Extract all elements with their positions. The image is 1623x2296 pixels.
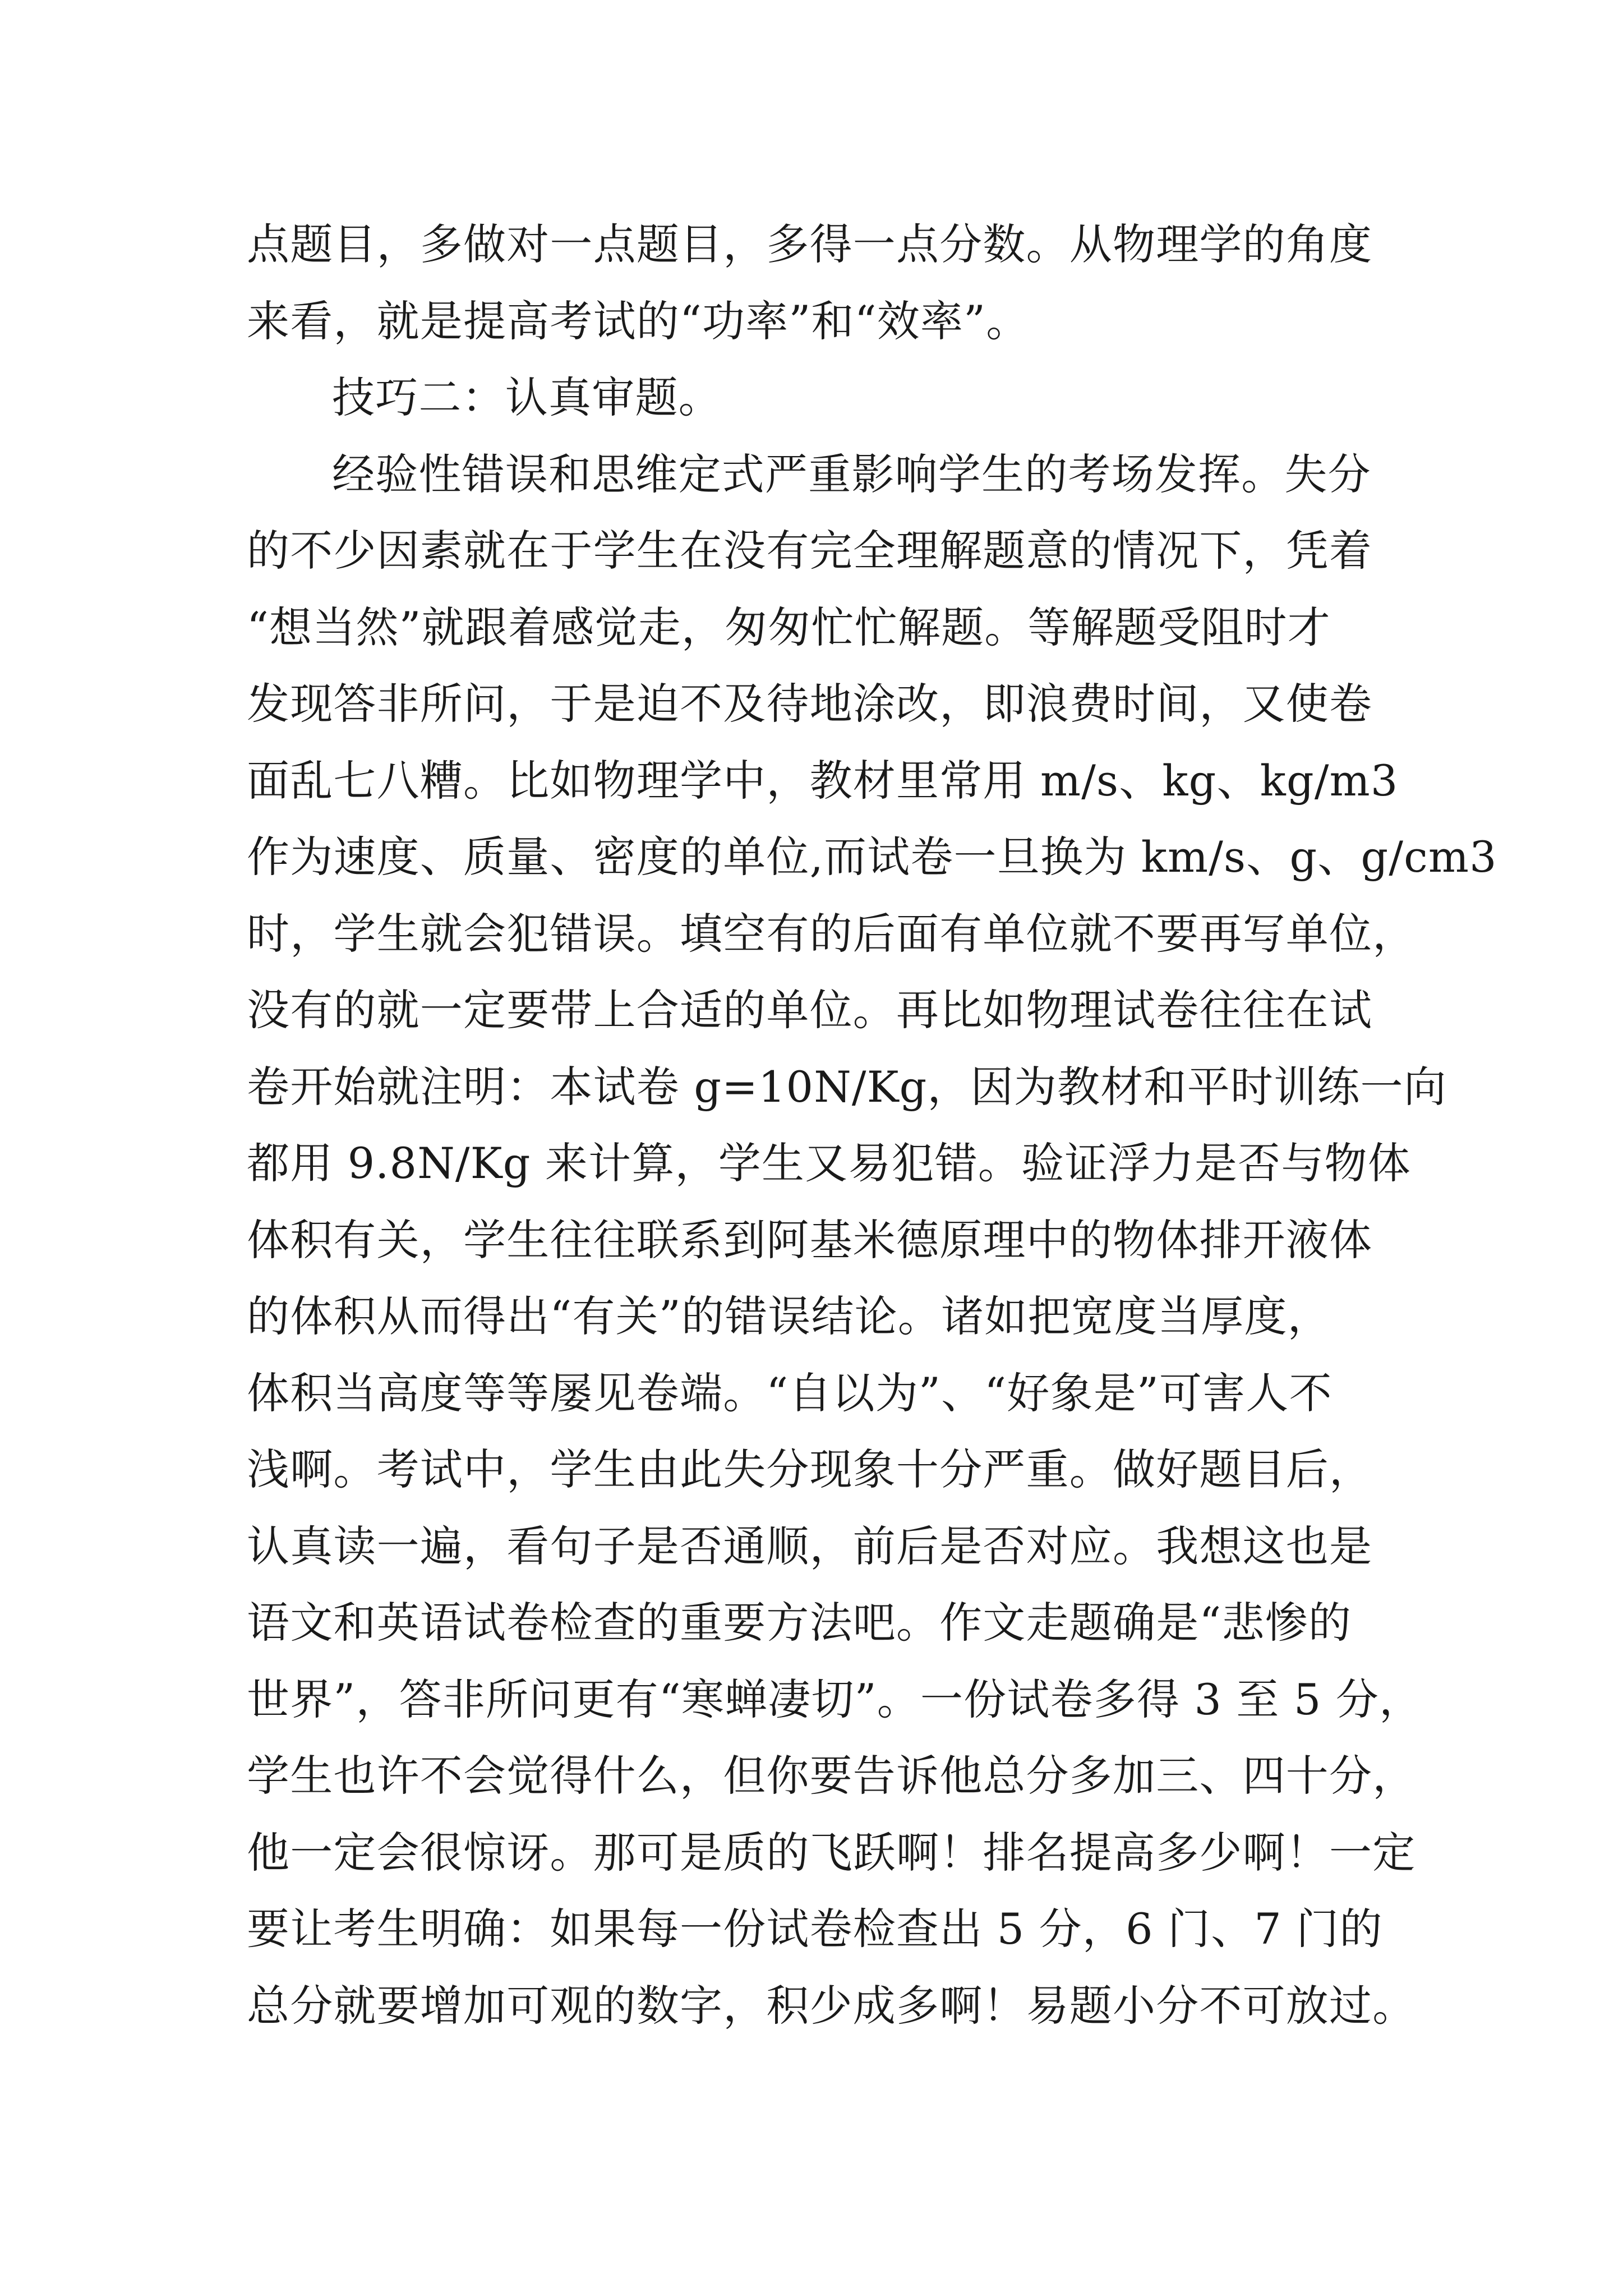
text-line: 认真读一遍，看句子是否通顺，前后是否对应。我想这也是 <box>247 1521 1373 1571</box>
text-line: 语文和英语试卷检查的重要方法吧。作文走题确是“悲惨的 <box>247 1598 1352 1648</box>
text-line: 的不少因素就在于学生在没有完全理解题意的情况下，凭着 <box>247 526 1373 576</box>
body-text <box>247 206 1497 2044</box>
text-line: 要让考生明确：如果每一份试卷检查出 5 分，6 门、7 门的 <box>247 1904 1383 1954</box>
text-line: 都用 9.8N/Kg 来计算，学生又易犯错。验证浮力是否与物体 <box>247 1138 1411 1188</box>
paragraph-first-line: 经验性错误和思维定式严重影响学生的考场发挥。失分 <box>332 449 1371 499</box>
text-line: 体积有关，学生往往联系到阿基米德原理中的物体排开液体 <box>247 1214 1373 1265</box>
text-line: 作为速度、质量、密度的单位,而试卷一旦换为 km/s、g、g/cm3 <box>247 832 1497 882</box>
text-line: 发现答非所问，于是迫不及待地涂改，即浪费时间，又使卷 <box>247 679 1373 729</box>
text-line: 浅啊。考试中，学生由此失分现象十分严重。做好题目后， <box>247 1444 1373 1494</box>
text-line: 总分就要增加可观的数字，积少成多啊！易题小分不可放过。 <box>247 1980 1416 2031</box>
text-line: 的体积从而得出“有关”的错误结论。诸如把宽度当厚度， <box>247 1291 1331 1341</box>
section-heading: 技巧二：认真审题。 <box>332 372 722 422</box>
text-line: 时，学生就会犯错误。填空有的后面有单位就不要再写单位， <box>247 908 1416 959</box>
text-line: 没有的就一定要带上合适的单位。再比如物理试卷往往在试 <box>247 985 1373 1035</box>
text-line: 他一定会很惊讶。那可是质的飞跃啊！排名提高多少啊！一定 <box>247 1827 1416 1878</box>
text-line: 面乱七八糟。比如物理学中，教材里常用 m/s、kg、kg/m3 <box>247 755 1399 806</box>
text-line: 来看，就是提高考试的“功率”和“效率”。 <box>247 296 1030 346</box>
text-line: 世界”，答非所问更有“寒蝉凄切”。一份试卷多得 3 至 5 分， <box>247 1674 1423 1724</box>
text-line: “想当然”就跟着感觉走，匆匆忙忙解题。等解题受阻时才 <box>247 602 1331 652</box>
text-line: 学生也许不会觉得什么，但你要告诉他总分多加三、四十分， <box>247 1751 1416 1801</box>
text-line: 体积当高度等等屡见卷端。“自以为”、“好象是”可害人不 <box>247 1368 1332 1418</box>
text-line: 点题目，多做对一点题目，多得一点分数。从物理学的角度 <box>247 219 1373 269</box>
text-line: 卷开始就注明：本试卷 g=10N/Kg，因为教材和平时训练一向 <box>247 1061 1447 1112</box>
